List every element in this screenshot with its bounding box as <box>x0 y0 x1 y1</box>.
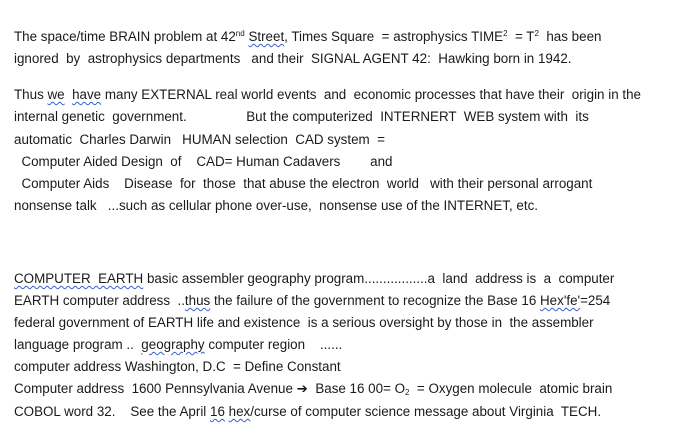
paragraph-2-line-1: Thus we have many EXTERNAL real world events and economic processes that have their origin in the <box>14 87 641 102</box>
paragraph-3-line-2: EARTH computer address ..thus the failure of the government to recognize the Base 16 Hex'fe'=254 <box>14 293 611 308</box>
paragraph-3-line-1: COMPUTER EARTH basic assembler geography program.................a land address is a computer <box>14 271 615 286</box>
paragraph-2-line-4: Computer Aided Design of CAD= Human Cadavers and <box>14 154 393 169</box>
spellcheck-word-16[interactable]: 16 <box>210 404 225 419</box>
paragraph-3-line-6: Computer address 1600 Pennsylvania Avenue ➔ Base 16 $00= O_2$ = Oxygen molecule atomic brain <box>14 381 613 397</box>
paragraph-2-line-5: Computer Aids Disease for those that abuse the electron world with their personal arrogant <box>14 176 593 191</box>
right-arrow-icon: ➔ <box>296 381 308 396</box>
paragraph-2-line-3: automatic Charles Darwin HUMAN selection CAD system = <box>14 132 385 147</box>
spellcheck-computer-earth[interactable]: COMPUTER EARTH <box>14 271 144 286</box>
paragraph-3-line-7: COBOL word 32. See the April 16 hex/curse of computer science message about Virginia TECH. <box>14 404 602 419</box>
spellcheck-word-street[interactable]: Street <box>248 29 285 44</box>
paragraph-2-line-6: nonsense talk ...such as cellular phone over-use, nonsense use of the INTERNET, etc. <box>14 198 538 213</box>
spellcheck-word-thus[interactable]: thus <box>184 293 211 308</box>
paragraph-2-line-2: internal genetic government. But the computerized INTERNERT WEB system with its <box>14 109 589 124</box>
spellcheck-word-geography[interactable]: geography <box>141 337 205 352</box>
spellcheck-word-hex[interactable]: hex <box>228 404 251 419</box>
spellcheck-word-have[interactable]: have <box>72 87 102 102</box>
paragraph-3-line-5: computer address Washington, D.C = Define Constant <box>14 359 341 374</box>
spellcheck-word-we[interactable]: we <box>47 87 65 102</box>
paragraph-3-line-4: language program .. geography computer region ...... <box>14 337 343 352</box>
paragraph-1-line-1: The space/time BRAIN problem at 42nd Street, Times Square = astrophysics TIME$^2$ = $T^2$ has been <box>14 29 602 44</box>
paragraph-1-line-2: ignored by astrophysics departments and their SIGNAL AGENT 42: Hawking born in 1942. <box>14 51 572 66</box>
spellcheck-word-hexfe[interactable]: Hex'fe' <box>540 293 581 308</box>
paragraph-3-line-3: federal government of EARTH life and existence is a serious oversight by those in the assembler <box>14 315 594 330</box>
